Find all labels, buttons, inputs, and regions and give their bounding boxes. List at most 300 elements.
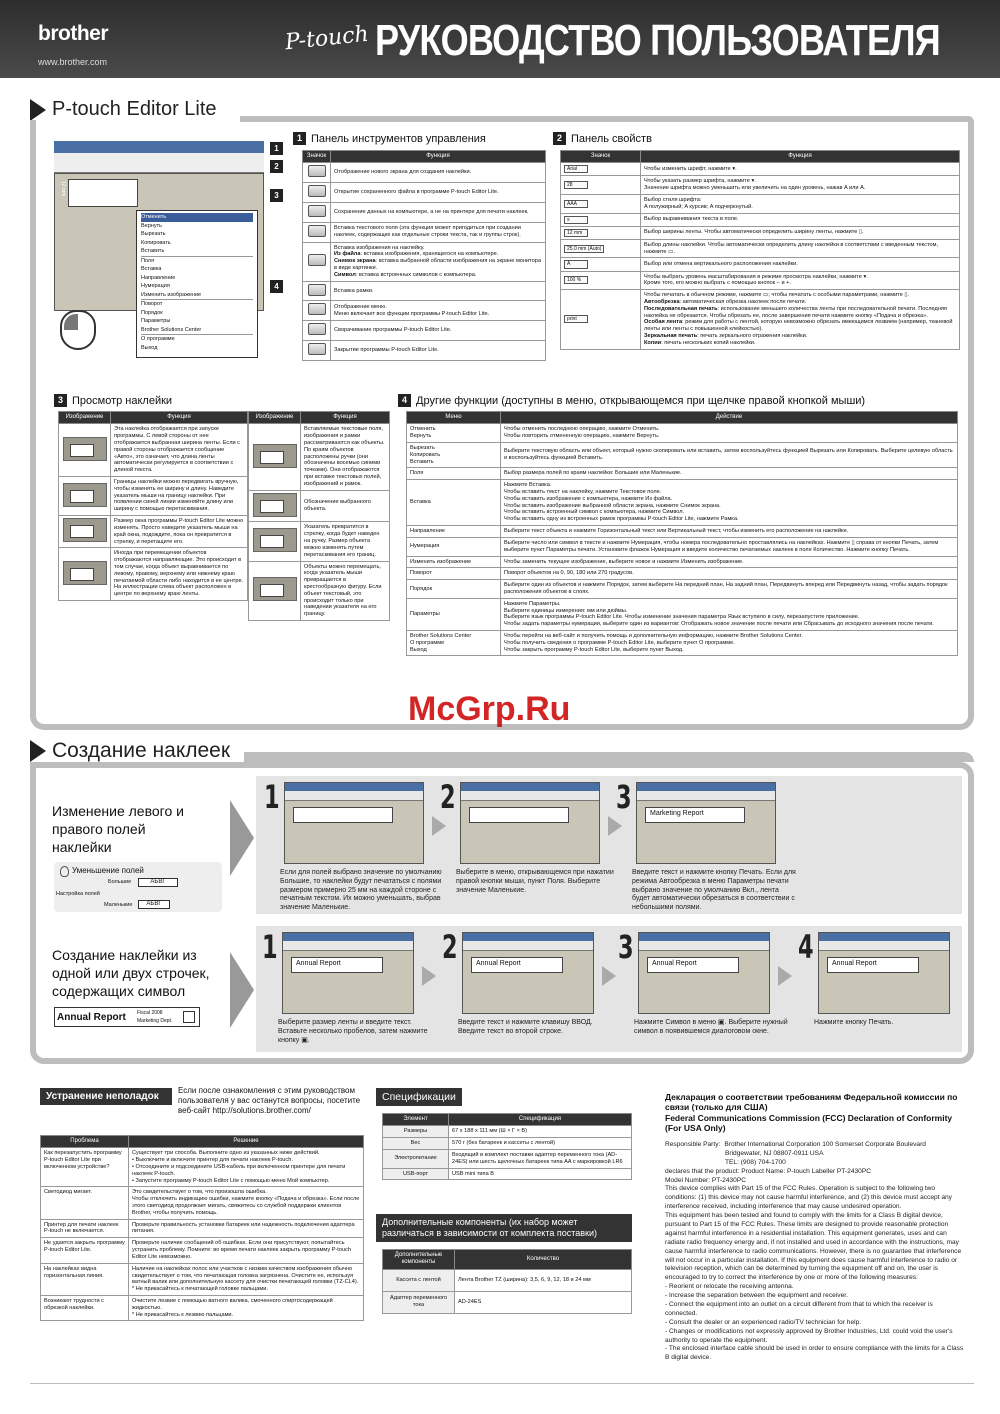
table-row — [303, 183, 546, 203]
table-cell — [561, 290, 641, 350]
table-cell — [331, 281, 546, 301]
table-cell — [249, 424, 301, 490]
callout-1: 1 — [270, 142, 283, 155]
property-control[interactable]: 25.0 mm (Auto) — [564, 245, 604, 253]
fcc-paragraph-2: This equipment has been tested and found to comply with the limits for a Class B digital device, pursuant to Part 15 of the FCC Rules. These limits are designed to provide reasonable protection against harmful interference in a residential installation. This equipment generates, uses and can radiate radio frequency energy and, if not installed and used in accordance with the instructions, may cause harmful interference to radio communications. However, there is no guarantee that interference will not occur in a particular installation. If this equipment does cause harmful interference to radio or television reception, which can be determined by turning the equipment off and on, the user is encouraged to try to correct the interference by one or more of the following measures: — [665, 1212, 962, 1282]
row-text: Открытие сохраненного файла в программе P-touch Editor Lite. — [334, 189, 499, 196]
table-cell — [111, 477, 248, 516]
col-function: Функция — [331, 151, 546, 163]
label-paper — [471, 957, 563, 973]
row-text: Сохранение данных на компьютере, а не на принтере для печати наклеек. — [334, 208, 529, 215]
table-row — [561, 239, 960, 258]
fcc-bullet: - Connect the equipment into an outlet on a circuit different from that to which the receiver is connected. — [665, 1301, 933, 1317]
table-row — [561, 213, 960, 226]
problem-text: На наклейках видна горизонтальная линия. — [44, 1265, 104, 1279]
context-menu-item[interactable]: Поля — [141, 256, 253, 266]
site-url[interactable]: www.brother.com — [38, 57, 108, 67]
step-number: 3 — [616, 778, 632, 816]
brand-logo: brother — [38, 22, 108, 45]
row-text: Границы наклейки можно передвигать вручную, чтобы изменять ее ширину и длину. Наведите указатель мыши на границу наклейки. При появлении синей линии изменяйте длину или ширину с помощью перетаскивания. — [114, 479, 239, 513]
context-menu-item[interactable]: Вырезать — [141, 231, 166, 238]
label-text: Annual Report — [652, 960, 697, 967]
row-text: Выбор или отмена вертикального расположения наклейки. — [644, 261, 798, 268]
table-row — [407, 442, 958, 467]
table-cell — [301, 490, 390, 522]
step-arrow-icon — [422, 966, 436, 986]
row-text: Вставка изображения на наклейку. — [334, 244, 425, 251]
step-screenshot — [638, 932, 770, 1014]
callout-3: 3 — [270, 189, 283, 202]
table-cell — [249, 490, 301, 522]
table-cell — [561, 226, 641, 239]
table-row — [41, 1148, 364, 1187]
property-control[interactable]: A — [564, 260, 588, 268]
table-row — [303, 321, 546, 341]
solution-text: Проверьте правильность установки батареек или надежность подключения адаптера питания. — [132, 1221, 355, 1235]
sample-big: АБВГ — [138, 878, 178, 887]
table-cell — [59, 516, 111, 548]
menu-action: Чтобы отменить последнюю операцию, нажмите Отменить. Чтобы повторить отмененную операцию, нажмите Вернуть. — [504, 426, 660, 440]
step-caption: Нажмите Символ в меню ▣. Выберите нужный символ в появившемся диалоговом окне. — [634, 1019, 788, 1035]
row-text: Вставка текстового поля (эта функция может пригодиться при создании наклеек, содержащих как отдельные строки текста, так и группы строк). — [334, 225, 521, 239]
section-heading-labels — [30, 739, 230, 763]
table-cell — [41, 1295, 129, 1320]
minimize-icon — [308, 323, 326, 335]
context-menu-item[interactable]: Отменить — [141, 213, 253, 222]
table-row — [249, 490, 390, 522]
table-row — [407, 580, 958, 599]
preview-panel-title: Просмотр наклейки — [72, 394, 173, 407]
fcc-address: Bridgewater, NJ 08807-0911 USA — [725, 1149, 824, 1157]
context-menu-item[interactable]: Копировать — [141, 239, 171, 246]
property-control[interactable]: 12 mm — [564, 229, 588, 237]
specs-title: Спецификации — [376, 1088, 462, 1106]
table-cell — [331, 222, 546, 242]
fcc-bullet: - The enclosed interface cable should be used in order to ensure compliance with the limits for a Class B digital device. — [665, 1345, 964, 1362]
table-cell — [501, 598, 958, 630]
spec-value: Входящий в комплект поставки адаптер переменного тока (AD-24ES) или шесть щелочных батареек типа AA с маркировкой LR6 — [452, 1151, 623, 1165]
table-cell — [249, 522, 301, 561]
bulb-icon — [60, 866, 69, 877]
problem-text: Принтер для печати наклеек P-touch не включается. — [44, 1221, 119, 1235]
table-row — [383, 1138, 632, 1150]
row-text: Чтобы указать размер шрифта, нажмите ▾. — [644, 178, 756, 185]
table-cell — [407, 568, 501, 580]
context-menu-mock — [136, 210, 258, 358]
mouse-icon — [60, 310, 96, 350]
table-row — [407, 556, 958, 568]
textbox-icon — [308, 225, 326, 237]
term-desc: : печать нескольких копий наклейки. — [661, 339, 756, 346]
table-row — [303, 222, 546, 242]
window-toolbar — [819, 941, 949, 951]
term-desc: : режим для работы с лентой, которую невозможно обрезать имеющимся лезвием (например, тканевой ленты или ленты с повышенной клейкостью). — [644, 319, 953, 333]
col-image: Изображение — [59, 412, 111, 424]
context-menu-item[interactable]: Вставка — [141, 266, 162, 273]
row-text: Обозначение выбранного объекта. — [304, 499, 371, 513]
table-cell — [303, 281, 331, 301]
menu-name: Нумерация — [410, 543, 440, 550]
table-cell — [129, 1187, 364, 1219]
table-row — [303, 163, 546, 183]
table-cell — [383, 1138, 449, 1150]
row-text: Отображение меню. — [334, 304, 387, 311]
row-text: Вставляемые текстовые поля, изображения и рамки рассматриваются как объекты. По краям объектов расположены ручки (они обозначены восемью синими точками). Они отображаются при вставке текстовых полей, изображений и рамок. — [304, 426, 385, 487]
step-screenshot — [818, 932, 950, 1014]
table-cell — [303, 301, 331, 321]
label-text: Marketing Report — [650, 810, 704, 817]
term-desc: : вставка встроенных символов с компьютера. — [355, 271, 477, 278]
problem-text: Не удается закрыть программу P-touch Editor Lite. — [44, 1240, 125, 1254]
table-cell — [111, 424, 248, 477]
term: Из файла — [334, 251, 361, 258]
col-icon: Значок — [561, 151, 641, 163]
menu-action: Выбор размера полей по краям наклейки: Большие или Маленькие. — [504, 470, 682, 477]
table-row — [59, 516, 248, 548]
step-number: 1 — [262, 928, 278, 966]
table-cell — [303, 321, 331, 341]
table-row — [303, 341, 546, 361]
term-desc: : печать зеркального отражения наклейки. — [697, 333, 808, 340]
menu-action: Нажмите Вставка. Чтобы вставить текст на наклейку, нажмите Текстовое поле. Чтобы вставить изображение с компьютера, нажмите Из файла. Чтобы вставить изображение выбранной области экрана, нажмите Снимок экрана. Чтобы вставить встроенный символ с компьютера, нажмите Символ. Чтобы вставить одну из встроенных рамок программы P-touch Editor Lite, нажмите Рамка. — [504, 482, 739, 523]
property-control[interactable]: 28 — [564, 181, 588, 189]
context-menu-item[interactable]: Порядок — [141, 309, 163, 316]
table-cell — [383, 1126, 449, 1138]
editor-properties-mock — [54, 153, 264, 173]
table-row — [249, 522, 390, 561]
row-text: Выбор ширины ленты. Чтобы автоматически определить ширину ленты, нажмите ▯. — [644, 229, 864, 236]
callout-4: 4 — [270, 280, 283, 293]
fcc-paragraph-1: This device complies with Part 15 of the FCC Rules. Operation is subject to the following two conditions: (1) this device may not cause harmful interference, and (2) this device must accept any interference received, including interference that may cause undesired operation. — [665, 1185, 952, 1211]
label-paper — [469, 807, 569, 823]
table-cell — [59, 548, 111, 601]
menu-action: Нажмите Параметры. Выберите единицы измерения: мм или дюймы. Выберите язык программы P-touch Editor Lite. Чтобы изменение значения параметра Язык вступило в силу, перезапустите приложение. Чтобы задать параметры нумерации, выберите один из вариантов: Отображать новое значение после печати или Сбрасывать до исходного значения после печати. — [504, 600, 934, 628]
accessory-value: Лента Brother TZ (ширина): 3,5, 6, 9, 12, 18 и 24 мм — [458, 1276, 591, 1283]
col-function: Функция — [641, 151, 960, 163]
problem-text: Светодиод мигает. — [44, 1189, 92, 1196]
fcc-title: Декларация о соответствии требованиям Федеральной комиссии по связи (только для США) — [665, 1092, 958, 1113]
sample-sub2: Marketing Dept. — [137, 1018, 173, 1024]
row-text: Выбор стиля шрифта: — [644, 197, 702, 204]
spec-element: Размеры — [403, 1128, 428, 1135]
term: Копии — [644, 339, 662, 346]
table-cell — [501, 537, 958, 556]
table-row — [59, 548, 248, 601]
margins-heading: Изменение левого и правого полей наклейки — [52, 803, 184, 856]
table-cell — [303, 163, 331, 183]
preview-thumbnail — [63, 437, 107, 461]
term-desc: A полужирный; A курсив; A подчеркнутый. — [644, 203, 753, 210]
table-row — [561, 226, 960, 239]
table-cell — [501, 568, 958, 580]
table-cell — [641, 226, 960, 239]
step-number: 1 — [264, 778, 280, 816]
context-menu-item[interactable]: Нумерация — [141, 283, 170, 290]
arrow-right-icon — [230, 800, 254, 876]
col-spec: Спецификация — [449, 1114, 632, 1126]
menu-name: Изменить изображение — [410, 558, 472, 565]
property-control[interactable]: 100 % — [564, 276, 588, 284]
section-title: Создание наклеек — [52, 739, 231, 762]
table-cell — [41, 1187, 129, 1219]
col-solution: Решение — [129, 1136, 364, 1148]
table-cell — [331, 301, 546, 321]
step-screenshot — [460, 782, 600, 864]
troubleshooting-table — [40, 1135, 364, 1321]
small-label: Маленькие — [104, 902, 133, 908]
table-cell — [561, 176, 641, 195]
row-text: Выбор длины наклейки. Чтобы автоматически определить длину наклейки в соответствии с введенным текстом, нажмите ▭. — [644, 241, 939, 255]
table-row — [303, 202, 546, 222]
menu-action: Выберите один из объектов и нажмите Порядок, затем выберите На передний план, На задний план, Передвинуть вперед или Передвинуть назад, чтобы задать порядок расположения объектов в слоях. — [504, 582, 948, 595]
step-number: 2 — [442, 928, 458, 966]
label-paper — [645, 807, 745, 823]
legend-title: Уменьшение полей — [72, 866, 144, 875]
editor-panel-topline — [240, 116, 974, 122]
window-titlebar — [461, 783, 599, 791]
troubleshooting-title: Устранение неполадок — [40, 1088, 172, 1105]
fcc-bullet: - Consult the dealer or an experienced radio/TV technician for help. — [665, 1318, 862, 1326]
watermark: McGrp.Ru — [408, 690, 571, 728]
table-row — [561, 258, 960, 271]
accessories-title: Дополнительные компоненты (их набор может различаться в зависимости от комплекта поставки) — [376, 1214, 632, 1242]
row-text: Выбор выравнивания текста в поле. — [644, 216, 739, 223]
section-number: 1 — [293, 132, 306, 145]
toolbar-panel-title: Панель инструментов управления — [311, 132, 486, 145]
row-text: Отображение нового экрана для создания наклейки. — [334, 169, 472, 176]
table-cell — [641, 258, 960, 271]
table-row — [407, 568, 958, 580]
table-row — [41, 1263, 364, 1295]
menu-icon — [308, 303, 326, 315]
table-row — [407, 631, 958, 656]
fcc-bullets — [665, 1283, 965, 1363]
context-menu-item[interactable]: Параметры — [141, 318, 171, 325]
sample-small: АБВГ — [138, 900, 170, 909]
table-cell — [561, 163, 641, 176]
table-cell — [301, 561, 390, 621]
row-text: Сворачивание программы P-touch Editor Lite. — [334, 327, 452, 334]
table-row — [41, 1238, 364, 1263]
arrow-right-icon — [230, 952, 254, 1028]
property-control[interactable]: ≡ — [564, 216, 588, 224]
step-number: 3 — [618, 928, 634, 966]
menu-name: Порядок — [410, 585, 433, 592]
section-number: 4 — [398, 394, 411, 407]
table-cell — [249, 561, 301, 621]
page-title: РУКОВОДСТВО ПОЛЬЗОВАТЕЛЯ — [375, 16, 940, 65]
preview-table-left — [58, 411, 248, 601]
step-caption: Введите текст и нажмите кнопку Печать. Если для режима Автообрезка в меню Параметры печати выбрано значение по умолчанию Вкл., лента будет автоматически обрезаться в соответствии с небольшими полями. — [632, 869, 796, 911]
table-row — [407, 537, 958, 556]
col-accessory: Дополнительные компоненты — [383, 1250, 455, 1270]
step-arrow-icon — [608, 816, 622, 836]
row-text: Чтобы выбрать уровень масштабирования в режиме просмотра наклейки, нажмите ▾. — [644, 273, 868, 280]
menu-name: Brother Solutions Center О программе Выход — [410, 633, 472, 653]
table-cell — [111, 548, 248, 601]
table-cell — [561, 213, 641, 226]
preview-panel-heading — [54, 394, 172, 407]
step-arrow-icon — [432, 816, 446, 836]
context-menu-item[interactable]: Поворот — [141, 299, 253, 309]
row-text: Указатель превратится в стрелку, когда будет наведен на ручку. Размер объекта можно изменять путем перетаскивания его границ. — [304, 524, 380, 558]
table-cell — [41, 1263, 129, 1295]
window-toolbar — [637, 791, 775, 801]
solution-text: Очистите лезвие с помощью ватного валика, смоченного спиртосодержащей жидкостью. * Не прикасайтесь к лезвию пальцами. — [132, 1297, 333, 1318]
context-menu-item[interactable]: Вернуть — [141, 222, 162, 229]
label-paper — [291, 957, 383, 973]
spec-element: Электропитание — [394, 1155, 437, 1162]
properties-table — [560, 150, 960, 350]
table-cell — [407, 526, 501, 538]
spec-value: USB mini типа B — [452, 1170, 494, 1177]
table-cell — [41, 1219, 129, 1238]
image-icon — [308, 254, 326, 266]
menu-name: Поля — [410, 470, 424, 477]
col-function: Функция — [301, 412, 390, 424]
property-control[interactable]: print — [564, 315, 588, 323]
row-text: Чтобы печатать в обычном режиме, нажмите ▭; чтобы печатать с особыми параметрами, нажмите ▯. — [644, 292, 909, 299]
table-row — [407, 424, 958, 443]
table-cell — [449, 1168, 632, 1180]
col-icon: Значок — [303, 151, 331, 163]
margins-legend — [54, 862, 222, 912]
other-panel-title: Другие функции (доступны в меню, открывающемся при щелчке правой кнопкой мыши) — [416, 394, 866, 407]
table-cell — [303, 183, 331, 203]
context-menu-item[interactable]: Вставить — [141, 248, 165, 255]
table-cell — [129, 1148, 364, 1187]
table-row — [59, 477, 248, 516]
preview-thumbnail — [253, 577, 297, 601]
open-icon — [308, 185, 326, 197]
table-row — [303, 301, 546, 321]
table-cell — [383, 1269, 455, 1291]
row-text: Размер окна программы P-touch Editor Lite можно изменять. Просто наведите указатель мыши на край окна, подождите, пока он превратится в стрелку, и перетащите его. — [114, 518, 244, 545]
table-cell — [501, 580, 958, 599]
table-cell — [407, 580, 501, 599]
table-row — [249, 424, 390, 490]
property-control[interactable]: Arial — [564, 165, 588, 173]
term-desc: Значение шрифта можно уменьшить или увеличить на один уровень, нажав A или A. — [644, 185, 866, 192]
solution-text: Проверьте наличие сообщений об ошибках. Если они присутствуют, попытайтесь устранить проблему. Помните: во время печати наклеек закрыть программу P-touch Editor Lite невозможно. — [132, 1240, 351, 1260]
col-menu: Меню — [407, 412, 501, 424]
preview-thumbnail — [63, 483, 107, 507]
context-menu-item[interactable]: Выход — [141, 344, 158, 351]
preview-thumbnail — [63, 518, 107, 542]
step-screenshot — [462, 932, 594, 1014]
properties-panel-title: Панель свойств — [571, 132, 652, 145]
table-cell — [641, 239, 960, 258]
table-row — [383, 1149, 632, 1168]
labels-panel-topline — [244, 752, 974, 762]
tape-width-tag: 12 mm — [60, 181, 66, 197]
table-cell — [407, 631, 501, 656]
table-cell — [501, 556, 958, 568]
col-element: Элемент — [383, 1114, 449, 1126]
window-toolbar — [283, 941, 413, 951]
spec-element: USB-порт — [402, 1170, 429, 1177]
fcc-model: Model Number: PT-2430PC — [665, 1176, 746, 1184]
fcc-body — [665, 1141, 965, 1363]
table-cell — [561, 239, 641, 258]
table-cell — [407, 537, 501, 556]
table-cell — [129, 1238, 364, 1263]
term: Символ — [334, 271, 356, 278]
menu-name: Поворот — [410, 570, 432, 577]
table-cell — [449, 1149, 632, 1168]
label-paper-mock — [68, 179, 138, 207]
table-row — [383, 1168, 632, 1180]
table-cell — [641, 163, 960, 176]
col-action: Действие — [501, 412, 958, 424]
term: Особая лента — [644, 319, 683, 326]
table-cell — [331, 163, 546, 183]
row-text: Вставка рамки. — [334, 287, 374, 294]
table-cell — [301, 424, 390, 490]
term-desc: : использование меньшего количества ленты при последовательной печати. Последняя наклейка не обрезается. Чтобы обрезать ее, после завершения печати нажмите кнопку «Подача и обрезка». — [644, 305, 947, 319]
row-text: Объекты можно перемещать, когда указатель мыши превращается в крестообразную фигуру. Если объект текстовый, это происходит только при наведении указателя на его границу. — [304, 563, 382, 618]
table-cell — [407, 480, 501, 526]
menu-action: Выберите текстовую область или объект, который нужно скопировать или вставить, затем воспользуйтесь функцией Вырезать или Копировать. Выберите целевую область и воспользуйтесь функцией Вставить. — [504, 448, 953, 462]
table-cell — [501, 442, 958, 467]
window-titlebar — [639, 933, 769, 941]
section-number: 2 — [553, 132, 566, 145]
step-number: 4 — [798, 928, 814, 966]
table-cell — [641, 271, 960, 290]
step-arrow-icon — [778, 966, 792, 986]
table-cell — [449, 1138, 632, 1150]
table-cell — [407, 424, 501, 443]
menu-name: Вырезать Копировать Вставить — [410, 444, 441, 465]
term-desc: : вставка выбранной области изображения на экране монитора в виде картинки. — [334, 258, 541, 271]
table-row — [407, 480, 958, 526]
table-row — [303, 242, 546, 281]
context-menu-item[interactable]: О программе — [141, 334, 253, 344]
context-menu-item[interactable]: Изменить изображение — [141, 291, 202, 298]
table-cell — [407, 598, 501, 630]
label-text: Annual Report — [476, 960, 521, 967]
table-row — [249, 561, 390, 621]
table-cell — [331, 242, 546, 281]
table-cell — [407, 556, 501, 568]
property-control[interactable]: AAA — [564, 200, 588, 208]
window-toolbar — [463, 941, 593, 951]
preview-table-right — [248, 411, 390, 621]
problem-text: Как перезапустить программу P-touch Editor Lite при включенном устройстве? — [44, 1150, 122, 1170]
ptouch-logo: P-touch — [283, 21, 370, 56]
table-row — [561, 163, 960, 176]
table-row — [561, 271, 960, 290]
table-cell — [41, 1148, 129, 1187]
step-caption: Выберите в меню, открывающемся при нажатии правой кнопки мыши, пункт Поля. Выберите значение Маленькие. — [456, 869, 614, 894]
term: Автообрезка — [644, 299, 680, 305]
term: Снимок экрана — [334, 258, 376, 265]
table-cell — [501, 480, 958, 526]
col-problem: Проблема — [41, 1136, 129, 1148]
context-menu-item[interactable]: Направление — [141, 274, 176, 281]
accessories-table — [382, 1249, 632, 1314]
preview-thumbnail — [253, 528, 297, 552]
context-menu-item[interactable]: Brother Solutions Center — [141, 326, 202, 333]
table-row — [59, 424, 248, 477]
toolbar-table — [302, 150, 546, 361]
menu-name: Вставка — [410, 499, 431, 506]
table-row — [407, 598, 958, 630]
other-functions-table — [406, 411, 958, 656]
table-cell — [501, 424, 958, 443]
table-cell — [455, 1291, 632, 1313]
accessory-value: AD-24ES — [458, 1298, 482, 1305]
